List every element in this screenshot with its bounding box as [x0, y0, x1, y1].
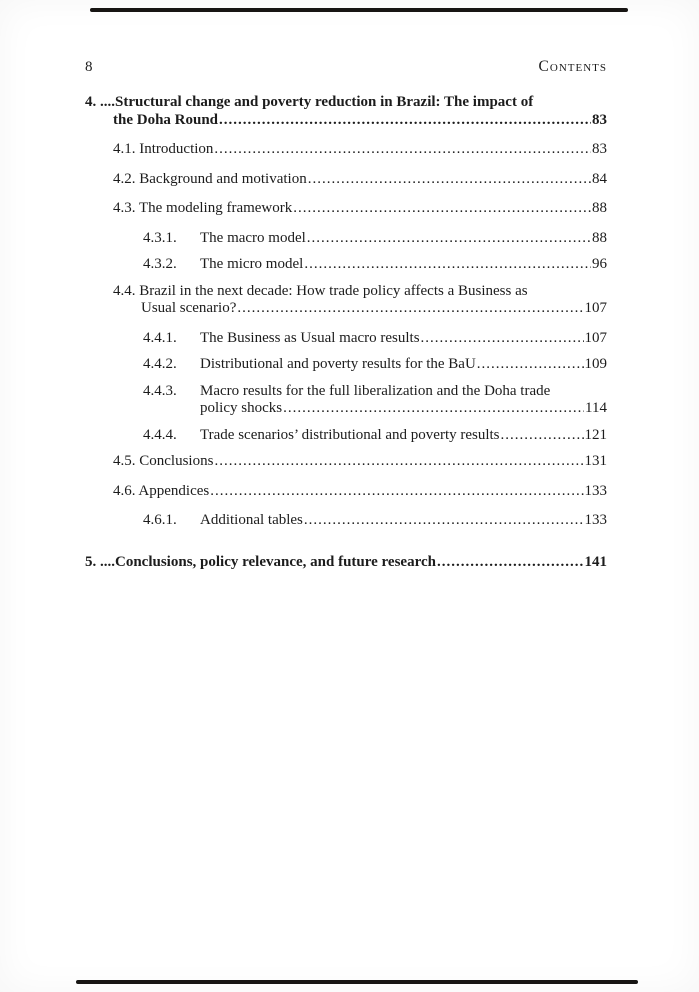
toc-page-ref: 114 [585, 400, 607, 416]
toc-entry-text: The Business as Usual macro results [200, 329, 420, 346]
scan-artifact-bottom [76, 980, 638, 984]
toc-page-ref: 107 [584, 300, 607, 316]
dot-leader [308, 171, 591, 189]
dot-leader [304, 256, 591, 274]
toc-page-ref: 109 [584, 356, 607, 372]
toc-entry-row [113, 171, 607, 189]
toc-entry-4-3 [113, 200, 607, 218]
toc-entry-4 [85, 94, 607, 129]
toc-entry-number: 4.4.4. [143, 426, 177, 443]
toc-page-ref: 133 [584, 512, 607, 528]
toc-entry-number: 4.4.2. [143, 356, 177, 372]
page-content [85, 58, 607, 583]
toc-entry-5 [85, 554, 607, 572]
toc-entry-row [113, 200, 607, 218]
scan-artifact-top [90, 8, 628, 12]
toc-page-ref: 131 [584, 453, 607, 469]
toc-entry-row [200, 400, 607, 418]
toc-page-ref: 83 [592, 141, 607, 157]
toc-page-ref: 121 [584, 426, 607, 443]
toc-page-ref: 88 [592, 229, 607, 246]
toc-entry-row [113, 112, 607, 130]
toc-page-ref: 83 [592, 111, 607, 128]
toc-entry-number: 4.6.1. [143, 512, 177, 528]
toc-entry-number: 4.3.2. [143, 256, 177, 272]
toc-entry-4-3-1 [143, 230, 607, 248]
dot-leader [293, 200, 591, 218]
toc-entry-text: the Doha Round [113, 111, 219, 128]
toc-entry-text: 4.1. Introduction [113, 141, 214, 157]
toc-page-ref: 84 [592, 170, 607, 187]
toc-entry-number: 4.3.1. [143, 229, 177, 246]
toc-entry-row [143, 256, 607, 274]
toc-entry-row [143, 356, 607, 374]
toc-entry-text: Usual scenario? [141, 300, 237, 316]
toc-page-ref: 96 [592, 256, 607, 272]
toc-entry-text: 5. ....Conclusions, policy relevance, and future research [85, 553, 436, 570]
toc-entry-text: Macro results for the full liberalization and the Doha trade [200, 382, 551, 399]
toc-entry-4-4-1 [143, 330, 607, 348]
toc-entry-text: The micro model [200, 256, 304, 272]
dot-leader [421, 330, 584, 348]
toc-entry-4-4-4 [143, 427, 607, 445]
toc-entry-text: 4.6. Appendices [113, 482, 210, 499]
toc-entry-4-3-2 [143, 256, 607, 274]
dot-leader [477, 356, 584, 374]
toc-entry-text-line: 4.4. Brazil in the next decade: How trade policy affects a Business as [113, 282, 528, 299]
toc-entry-text: policy shocks [200, 400, 283, 416]
toc-entry-row [113, 141, 607, 159]
dot-leader [214, 453, 583, 471]
toc-entry-4-4-2 [143, 356, 607, 374]
toc-entry-text: 4.2. Background and motivation [113, 170, 307, 187]
toc-entry-row [85, 554, 607, 572]
toc-entry-row [143, 330, 607, 348]
page-number: 8 [85, 59, 93, 75]
dot-leader [283, 400, 584, 418]
toc-entry-text: 4.3. The modeling framework [113, 200, 293, 216]
toc-entry-number: 4.4.1. [143, 329, 177, 346]
dot-leader [214, 141, 591, 159]
dot-leader [304, 512, 584, 530]
toc-entry-4-2 [113, 171, 607, 189]
toc-page-ref: 88 [592, 200, 607, 216]
toc-entry-4-4 [113, 283, 607, 318]
dot-leader [210, 483, 583, 501]
toc-entry-row [143, 512, 607, 530]
toc-entry-text: Additional tables [200, 512, 303, 528]
toc-entry-text: 4.5. Conclusions [113, 453, 214, 469]
toc-entry-row [143, 230, 607, 248]
running-title: Contents [538, 58, 607, 75]
toc-entry-row [141, 300, 607, 318]
dot-leader [237, 300, 583, 318]
page-header [85, 58, 607, 76]
toc-entry-4-4-3 [143, 383, 607, 418]
toc-entry-4-6-1 [143, 512, 607, 530]
toc-entry-text: Distributional and poverty results for the BaU [200, 356, 476, 372]
toc-entry-number: 4.4.3. [143, 382, 177, 399]
toc-entry-row [143, 427, 607, 445]
toc-page-ref: 133 [584, 482, 607, 499]
toc-entry-text: The macro model [200, 229, 306, 246]
toc-page-ref: 141 [584, 553, 607, 570]
toc-entry-row [143, 383, 607, 401]
toc-entry-text-line: 4. ....Structural change and poverty reduction in Brazil: The impact of [85, 94, 534, 110]
dot-leader [307, 230, 591, 248]
toc-entry-text: Trade scenarios’ distributional and poverty results [200, 426, 500, 443]
toc-entry-row [113, 453, 607, 471]
dot-leader [219, 112, 591, 130]
toc-entry-4-5 [113, 453, 607, 471]
toc-entry-4-6 [113, 483, 607, 501]
toc-page-ref: 107 [584, 329, 607, 346]
dot-leader [437, 554, 584, 572]
toc-entry-row [113, 483, 607, 501]
dot-leader [501, 427, 584, 445]
toc-entry-4-1 [113, 141, 607, 159]
